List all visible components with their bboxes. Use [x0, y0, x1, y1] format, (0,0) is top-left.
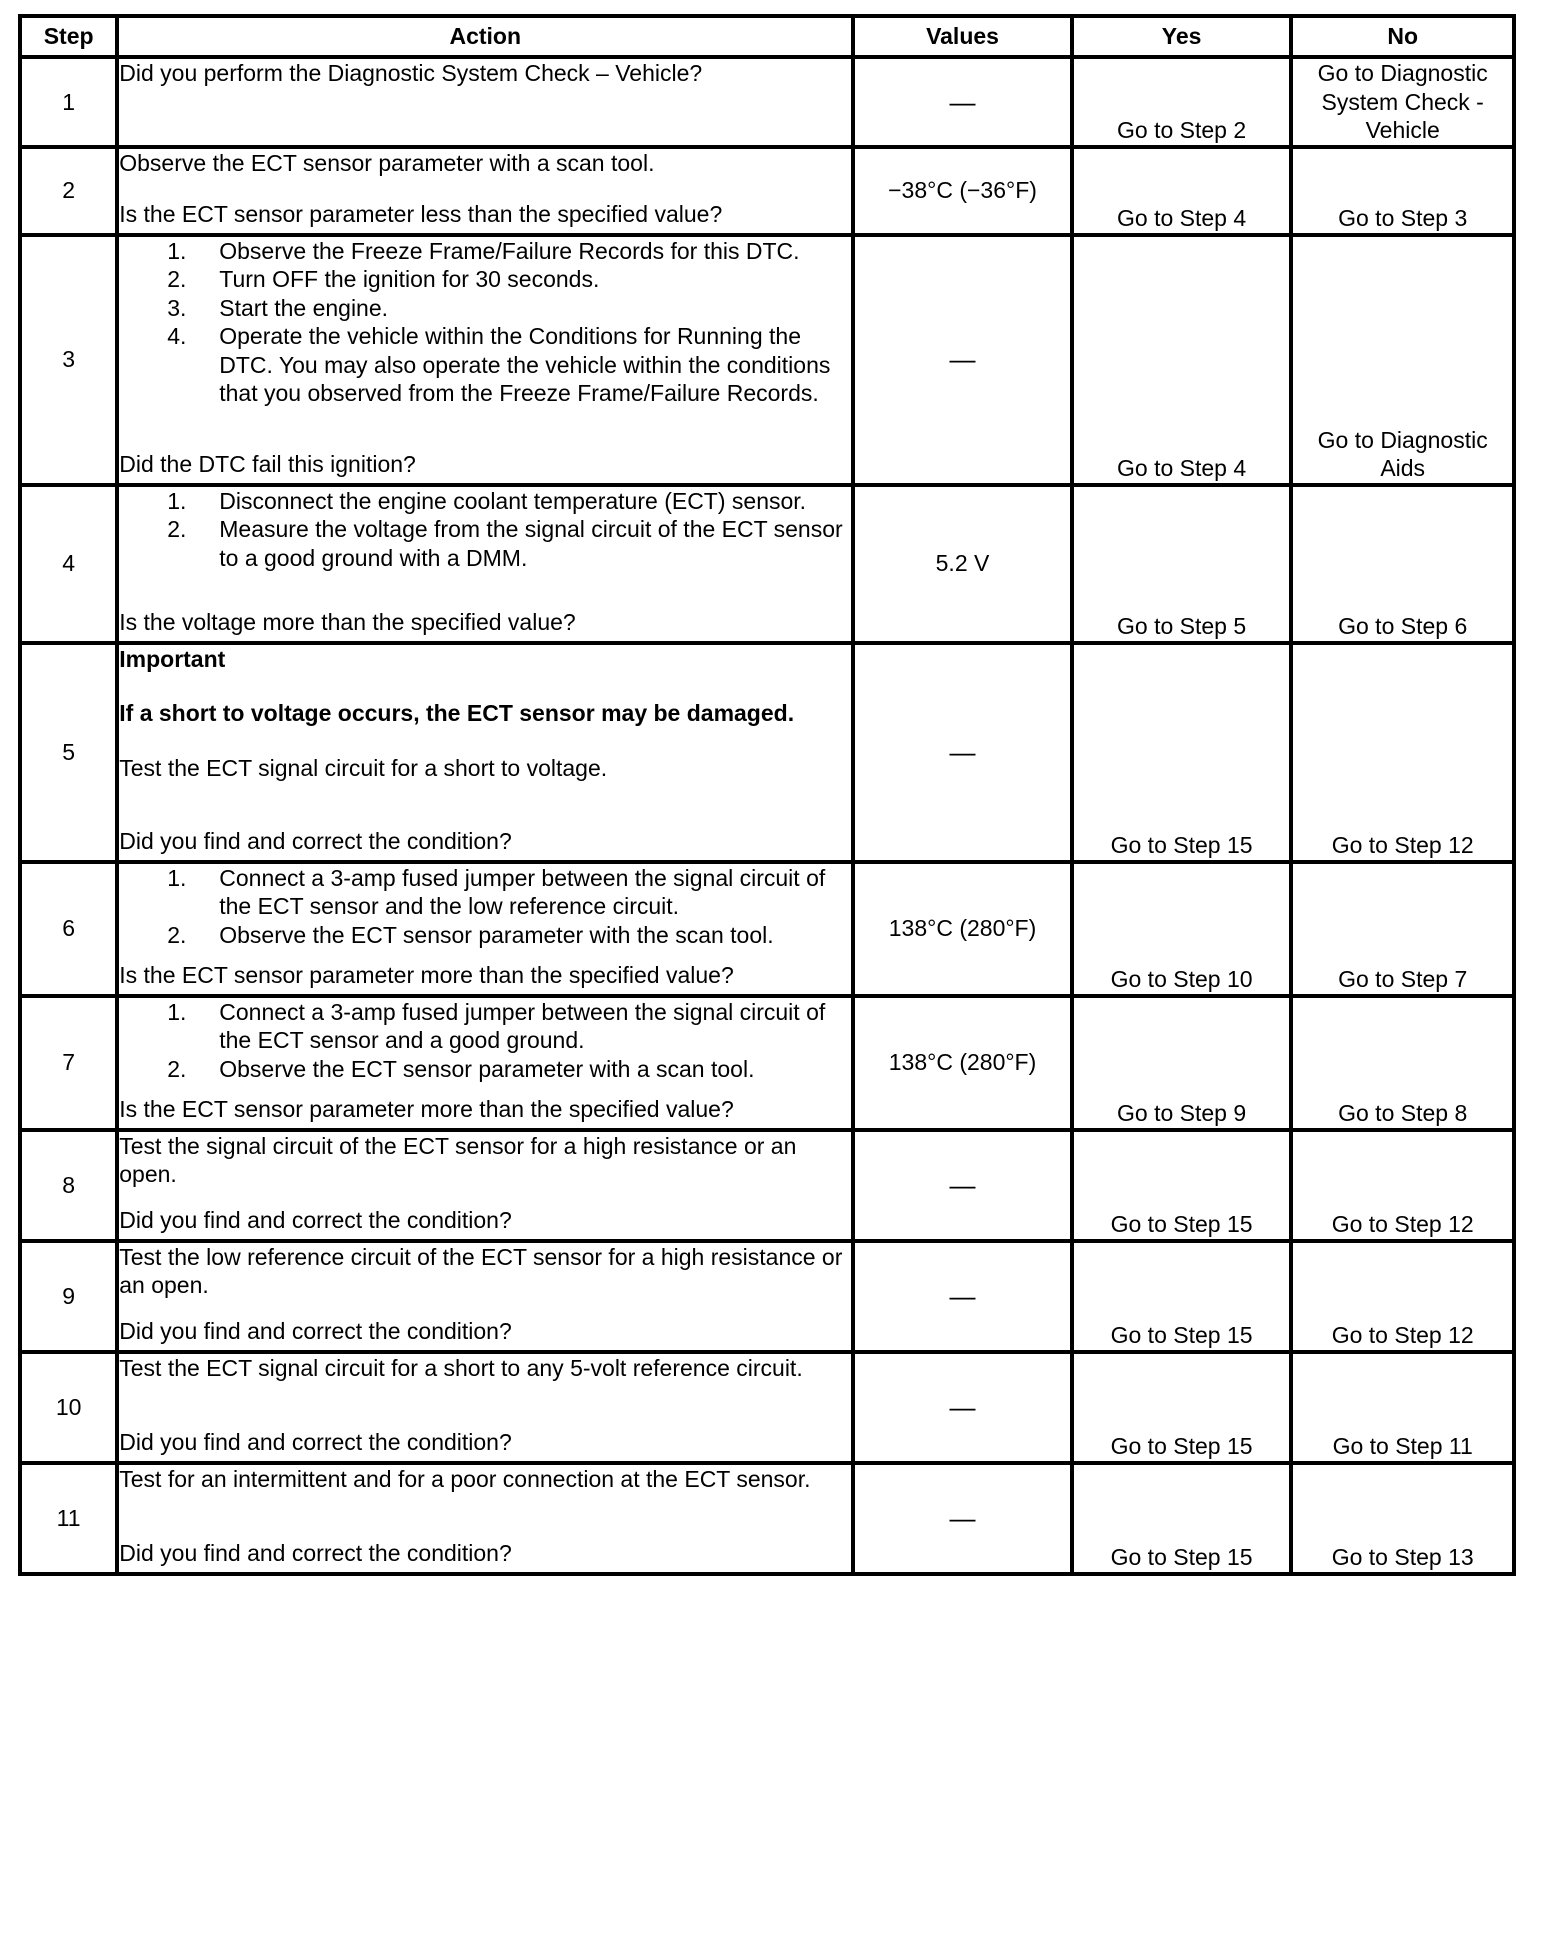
numbered-step [119, 322, 851, 408]
no-cell: Go to Step 12 [1291, 1241, 1514, 1352]
important-text: If a short to voltage occurs, the ECT sensor may be damaged. [119, 700, 795, 726]
yes-cell: Go to Step 15 [1072, 1241, 1292, 1352]
values-cell: — [853, 1241, 1072, 1352]
action-top [119, 998, 851, 1084]
header-row [20, 16, 1514, 57]
no-cell: Go to Step 6 [1291, 485, 1514, 643]
numbered-step [119, 998, 851, 1055]
header-yes: Yes [1072, 16, 1292, 57]
action-content [119, 237, 851, 479]
step-text: Observe the ECT sensor parameter with a scan tool. [219, 1055, 755, 1082]
action-cell [117, 643, 853, 862]
values-cell: 5.2 V [853, 485, 1072, 643]
table-row [20, 1241, 1514, 1352]
action-top [119, 1354, 851, 1383]
table-row [20, 996, 1514, 1130]
no-cell: Go to Diagnostic System Check - Vehicle [1291, 57, 1514, 147]
yes-cell: Go to Step 4 [1072, 147, 1292, 235]
action-text: Test the ECT signal circuit for a short to voltage. [119, 754, 608, 781]
step-text: Connect a 3-amp fused jumper between the signal circuit of the ECT sensor and a good ground. [219, 998, 826, 1053]
no-cell: Go to Step 12 [1291, 643, 1514, 862]
values-cell: — [853, 1463, 1072, 1574]
values-cell: — [853, 57, 1072, 147]
values-cell: — [853, 1352, 1072, 1463]
values-cell: — [853, 235, 1072, 485]
action-question: Did you find and correct the condition? [119, 1429, 512, 1455]
action-top [119, 645, 851, 783]
numbered-step [119, 1055, 851, 1084]
no-cell: Go to Diagnostic Aids [1291, 235, 1514, 485]
step-number: 1. [167, 237, 187, 264]
step-number: 2. [167, 266, 187, 292]
values-cell: — [853, 1130, 1072, 1241]
no-cell: Go to Step 12 [1291, 1130, 1514, 1241]
action-question: Did you find and correct the condition? [119, 1207, 512, 1233]
numbered-step [119, 921, 851, 950]
step-number: 1. [167, 998, 187, 1025]
action-question: Is the ECT sensor parameter less than the specified value? [119, 201, 723, 227]
step-cell: 4 [20, 485, 117, 643]
numbered-step [119, 515, 851, 572]
action-question: Did the DTC fail this ignition? [119, 451, 416, 477]
action-cell [117, 147, 853, 235]
step-cell: 1 [20, 57, 117, 147]
yes-cell: Go to Step 10 [1072, 862, 1292, 996]
action-text: Test the ECT signal circuit for a short to any 5-volt reference circuit. [119, 1354, 803, 1381]
table-row [20, 1130, 1514, 1241]
action-top [119, 487, 851, 573]
step-cell: 7 [20, 996, 117, 1130]
step-text: Operate the vehicle within the Conditions for Running the DTC. You may also operate the vehicle within the conditions that you observed from the Freeze Frame/Failure Records. [219, 323, 831, 406]
action-cell [117, 57, 853, 147]
no-cell: Go to Step 13 [1291, 1463, 1514, 1574]
step-cell: 8 [20, 1130, 117, 1241]
yes-cell: Go to Step 15 [1072, 1463, 1292, 1574]
step-text: Disconnect the engine coolant temperature (ECT) sensor. [219, 487, 807, 514]
step-number: 2. [167, 921, 187, 948]
numbered-steps [119, 237, 851, 408]
table-body [20, 57, 1514, 1574]
action-top [119, 1132, 851, 1189]
values-cell: — [853, 643, 1072, 862]
action-cell [117, 235, 853, 485]
action-top [119, 1243, 851, 1300]
no-cell: Go to Step 7 [1291, 862, 1514, 996]
step-cell: 2 [20, 147, 117, 235]
action-cell [117, 1352, 853, 1463]
action-cell [117, 1463, 853, 1574]
step-number: 1. [167, 864, 187, 891]
action-question: Is the ECT sensor parameter more than the specified value? [119, 1096, 734, 1122]
step-text: Connect a 3-amp fused jumper between the signal circuit of the ECT sensor and the low reference circuit. [219, 864, 826, 919]
step-number: 2. [167, 1055, 187, 1082]
step-number: 1. [167, 487, 187, 514]
step-number: 3. [167, 294, 187, 321]
step-number: 2. [167, 516, 187, 542]
step-text: Start the engine. [219, 294, 389, 321]
step-text: Measure the voltage from the signal circuit of the ECT sensor to a good ground with a DMM. [219, 516, 843, 571]
no-cell: Go to Step 8 [1291, 996, 1514, 1130]
table-row [20, 643, 1514, 862]
action-text: Observe the ECT sensor parameter with a scan tool. [119, 149, 655, 176]
step-cell: 10 [20, 1352, 117, 1463]
values-cell: 138°C (280°F) [853, 862, 1072, 996]
action-text: Test for an intermittent and for a poor connection at the ECT sensor. [119, 1465, 811, 1492]
values-cell: 138°C (280°F) [853, 996, 1072, 1130]
diagnostic-table [18, 14, 1516, 1576]
action-top [119, 864, 851, 950]
action-text: Did you perform the Diagnostic System Check – Vehicle? [119, 60, 703, 86]
action-content [119, 1465, 851, 1568]
important-label: Important [119, 645, 226, 672]
action-content [119, 487, 851, 637]
step-text: Observe the Freeze Frame/Failure Records for this DTC. [219, 237, 800, 264]
action-question: Did you find and correct the condition? [119, 828, 512, 854]
action-top [119, 59, 851, 88]
table-row [20, 235, 1514, 485]
yes-cell: Go to Step 15 [1072, 1130, 1292, 1241]
numbered-steps [119, 998, 851, 1084]
header-values: Values [853, 16, 1072, 57]
action-content [119, 1132, 851, 1235]
step-number: 4. [167, 323, 187, 349]
yes-cell: Go to Step 5 [1072, 485, 1292, 643]
action-top [119, 237, 851, 408]
action-content [119, 645, 851, 856]
yes-cell: Go to Step 15 [1072, 643, 1292, 862]
numbered-steps [119, 487, 851, 573]
action-content [119, 149, 851, 229]
action-top [119, 1465, 851, 1494]
action-content [119, 998, 851, 1124]
action-cell [117, 1130, 853, 1241]
numbered-step [119, 294, 851, 323]
table-row [20, 147, 1514, 235]
step-cell: 9 [20, 1241, 117, 1352]
table-row [20, 1352, 1514, 1463]
action-content [119, 864, 851, 990]
header-step: Step [20, 16, 117, 57]
numbered-step [119, 237, 851, 266]
action-cell [117, 1241, 853, 1352]
yes-cell: Go to Step 9 [1072, 996, 1292, 1130]
table-row [20, 1463, 1514, 1574]
action-question: Is the voltage more than the specified value? [119, 609, 576, 635]
numbered-step [119, 487, 851, 516]
no-cell: Go to Step 3 [1291, 147, 1514, 235]
table-row [20, 485, 1514, 643]
action-question: Is the ECT sensor parameter more than the specified value? [119, 962, 734, 988]
action-cell [117, 485, 853, 643]
yes-cell: Go to Step 15 [1072, 1352, 1292, 1463]
step-cell: 6 [20, 862, 117, 996]
action-text: Test the signal circuit of the ECT sensor for a high resistance or an open. [119, 1132, 797, 1187]
values-cell: −38°C (−36°F) [853, 147, 1072, 235]
yes-cell: Go to Step 4 [1072, 235, 1292, 485]
action-text: Test the low reference circuit of the ECT sensor for a high resistance or an open. [119, 1243, 843, 1298]
numbered-step [119, 864, 851, 921]
action-content [119, 1354, 851, 1457]
action-top [119, 149, 851, 178]
table-row [20, 57, 1514, 147]
header-no: No [1291, 16, 1514, 57]
action-question: Did you find and correct the condition? [119, 1540, 512, 1566]
numbered-steps [119, 864, 851, 950]
yes-cell: Go to Step 2 [1072, 57, 1292, 147]
no-cell: Go to Step 11 [1291, 1352, 1514, 1463]
action-cell [117, 862, 853, 996]
step-text: Turn OFF the ignition for 30 seconds. [219, 266, 600, 292]
step-cell: 11 [20, 1463, 117, 1574]
step-text: Observe the ECT sensor parameter with the scan tool. [219, 921, 774, 948]
action-content [119, 59, 851, 129]
action-cell [117, 996, 853, 1130]
action-question: Did you find and correct the condition? [119, 1318, 512, 1344]
table-row [20, 862, 1514, 996]
step-cell: 3 [20, 235, 117, 485]
action-content [119, 1243, 851, 1346]
step-cell: 5 [20, 643, 117, 862]
numbered-step [119, 265, 851, 294]
header-action: Action [117, 16, 853, 57]
